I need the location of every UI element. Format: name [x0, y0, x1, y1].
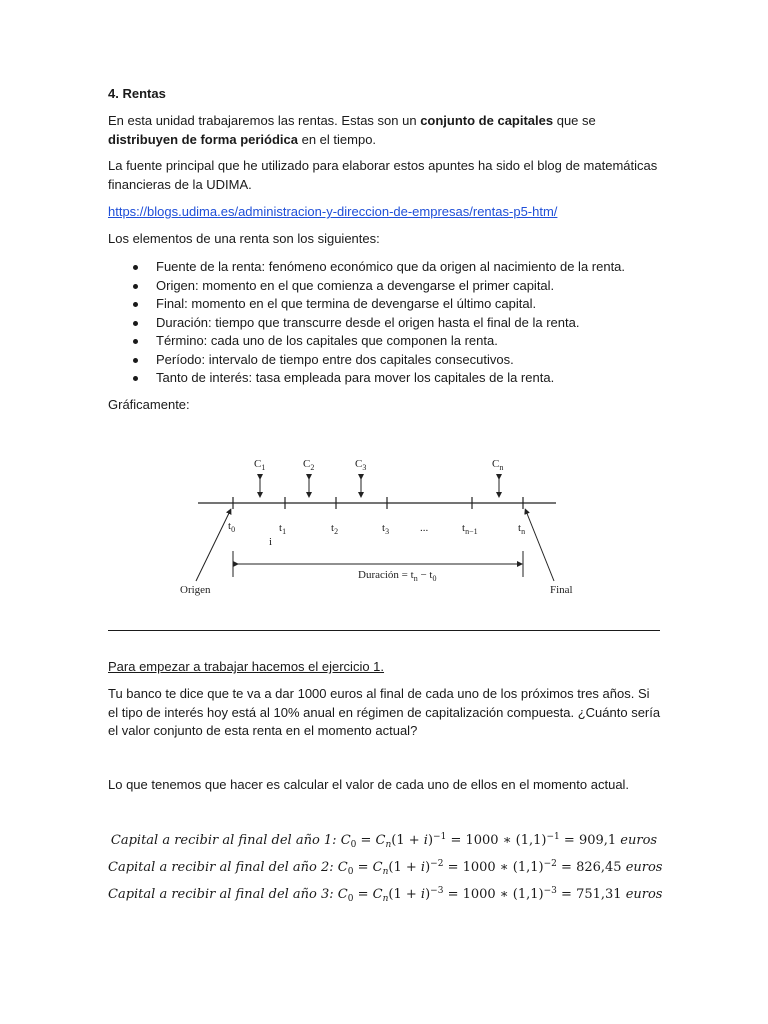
time-label-dots: ...	[420, 522, 429, 534]
graphically-label: Gráficamente:	[108, 397, 190, 412]
final-label: Final	[550, 584, 573, 596]
list-item: Duración: tiempo que transcurre desde el origen hasta el final de la renta.	[108, 314, 668, 333]
bullet-icon	[133, 302, 138, 307]
time-label-t1: $t_1$	[279, 522, 287, 536]
formula-line: Capital a recibir al final del año 2: $C_0 = C_n(1 + i)^{-2} = 1000$ ∗ $(1,1)^{-2} = 826,45$ euros	[108, 859, 663, 877]
time-label-t2: $t_2$	[331, 522, 339, 536]
bullet-icon	[133, 358, 138, 363]
final-pointer	[526, 511, 554, 581]
list-item: Término: cada uno de los capitales que componen la renta.	[108, 332, 668, 351]
list-item: Período: intervalo de tiempo entre dos capitales consecutivos.	[108, 351, 668, 370]
list-item: Fuente de la renta: fenómeno económico que da origen al nacimiento de la renta.	[108, 258, 668, 277]
list-item: Origen: momento en el que comienza a devengarse el primer capital.	[108, 277, 668, 296]
time-label-t3: $t_3$	[382, 522, 390, 536]
source-link[interactable]: https://blogs.udima.es/administracion-y-direccion-de-empresas/rentas-p5-htm/	[108, 204, 558, 219]
list-item: Final: momento en el que termina de devengarse el último capital.	[108, 295, 668, 314]
section-divider	[108, 630, 660, 631]
formulas-block	[108, 827, 663, 908]
exercise-title: Para empezar a trabajar hacemos el ejercicio 1.	[108, 659, 385, 674]
intro-paragraph	[108, 112, 663, 149]
capital-label-cn: $C_n$	[492, 458, 504, 472]
capital-label-c1: $C_1$	[254, 458, 266, 472]
intro-bold-1: conjunto de capitales	[420, 113, 554, 128]
time-label-tn-minus-1: $t_{n-1}$	[462, 522, 478, 536]
approach-paragraph: Lo que tenemos que hacer es calcular el valor de cada uno de ellos en el momento actual.	[108, 777, 630, 792]
formula-line: Capital a recibir al final del año 3: $C_0 = C_n(1 + i)^{-3} = 1000$ ∗ $(1,1)^{-3} = 751,31$ euros	[108, 886, 663, 904]
bullet-icon	[133, 376, 138, 381]
time-label-t0: $t_0$	[228, 520, 236, 534]
bullet-icon	[133, 284, 138, 289]
annuity-timeline-diagram	[168, 445, 573, 605]
elements-intro: Los elementos de una renta son los siguientes:	[108, 231, 380, 246]
source-paragraph: La fuente principal que he utilizado para elaborar estos apuntes ha sido el blog de matemáticas financieras de la UDIMA.	[108, 158, 658, 192]
origin-label: Origen	[180, 584, 211, 596]
duration-label: Duración = $t_n - t_0$	[358, 569, 437, 583]
capital-label-c3: $C_3$	[355, 458, 367, 472]
intro-text-1: En esta unidad trabajaremos las rentas. Estas son un	[108, 113, 421, 128]
capital-label-c2: $C_2$	[303, 458, 315, 472]
intro-text-3: en el tiempo.	[298, 131, 377, 147]
bullet-icon	[133, 339, 138, 344]
elements-list	[108, 258, 668, 388]
origin-pointer	[196, 511, 230, 581]
intro-text-2: que se	[553, 113, 596, 128]
formula-line: Capital a recibir al final del año 1: $C_0 = C_n(1 + i)^{-1} = 1000$ ∗ $(1,1)^{-1} = 909,1$ euros	[110, 832, 658, 850]
list-item: Tanto de interés: tasa empleada para mover los capitales de la renta.	[108, 369, 668, 388]
bullet-icon	[133, 265, 138, 270]
capital-arrows	[260, 477, 499, 495]
time-label-tn: $t_n$	[518, 522, 526, 536]
exercise-statement: Tu banco te dice que te va a dar 1000 euros al final de cada uno de los próximos tres años. Si el tipo de interés hoy está al 10% anual en régimen de capitalización compuesta. ¿Cuánto sería el valor conjunto de esta renta en el momento actual?	[108, 686, 661, 738]
interest-label-i: i	[269, 536, 273, 548]
intro-bold-2: distribuyen de forma periódica	[108, 131, 298, 147]
bullet-icon	[133, 321, 138, 326]
section-heading: 4. Rentas	[108, 86, 166, 101]
